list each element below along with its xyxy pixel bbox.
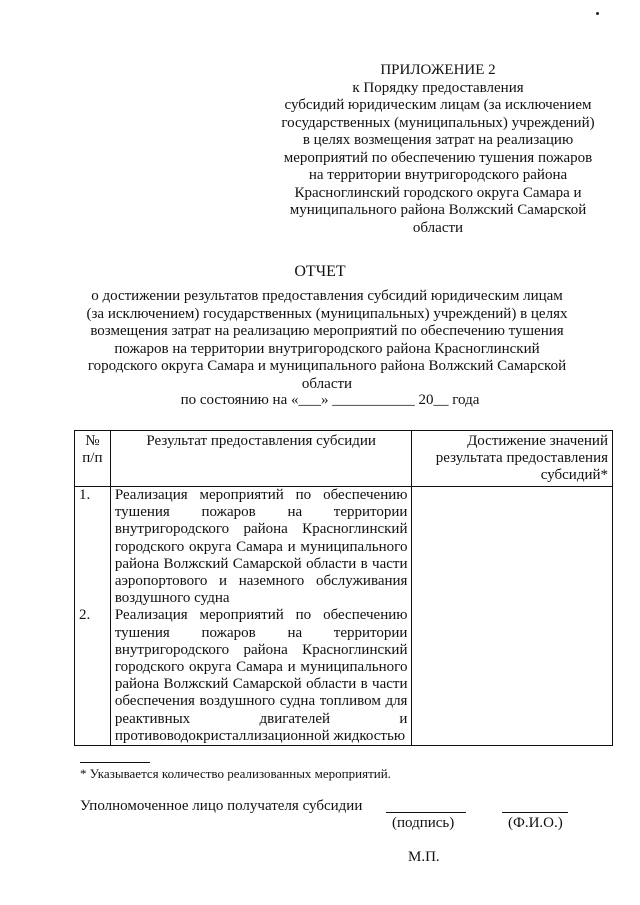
table-row — [75, 607, 613, 745]
row-num: 1. — [75, 487, 111, 608]
appendix-line: к Порядку предоставления — [352, 79, 524, 96]
stamp-placeholder: М.П. — [408, 849, 440, 865]
table-row — [75, 487, 613, 608]
subtitle-line: пожаров на территории внутригородского района Красноглинский — [114, 340, 540, 357]
appendix-line: в целях возмещения затрат на реализацию — [302, 132, 574, 148]
appendix-line: на территории внутригородского района — [308, 167, 568, 183]
row-result: Реализация мероприятий по обеспечению тушения пожаров на территории внутригородского района Красноглинский городского округа Самара и муниципального района Волжский Самарской области в части аэропортового и наземного обслуживания воздушного судна — [110, 487, 412, 608]
scan-speck — [596, 12, 599, 15]
report-title: ОТЧЕТ — [294, 263, 346, 280]
footnote: * Указывается количество реализованных мероприятий. — [80, 766, 391, 781]
header-achievement: Достижение значений результата предоставления субсидий* — [412, 431, 613, 487]
row-num: 2. — [75, 607, 111, 745]
appendix-title: ПРИЛОЖЕНИЕ 2 — [380, 62, 496, 78]
subtitle-line: возмещения затрат на реализацию мероприятий по обеспечению тушения — [90, 323, 564, 340]
report-subtitle — [72, 288, 582, 394]
appendix-line: муниципального района Волжский Самарской — [289, 202, 587, 218]
appendix-line: области — [412, 219, 464, 236]
signature-label: Уполномоченное лицо получателя субсидии — [80, 798, 363, 814]
name-caption: (Ф.И.О.) — [508, 815, 563, 831]
signature-caption: (подпись) — [392, 815, 455, 831]
report-date-line: по состоянию на «___» ___________ 20__ года — [180, 392, 480, 408]
row-result: Реализация мероприятий по обеспечению тушения пожаров на территории внутригородского района Красноглинский городского округа Самара и муниципального района Волжский Самарской области в части обеспечения воздушного судна топливом для реактивных двигателей и противоводокристаллизационной жидкостью — [110, 607, 412, 745]
appendix-line: государственных (муниципальных) учреждений) — [281, 114, 595, 131]
row-achievement — [412, 487, 613, 608]
appendix-block — [268, 62, 608, 237]
subtitle-line: о достижении результатов предоставления субсидий юридическим лицам — [91, 288, 563, 304]
table-header-row — [75, 431, 613, 487]
name-line — [502, 812, 568, 813]
signature-line — [386, 812, 466, 813]
row-achievement — [412, 607, 613, 745]
report-table — [74, 430, 613, 746]
appendix-line: Красноглинский городского округа Самара и — [294, 184, 582, 201]
appendix-line: мероприятий по обеспечению тушения пожаров — [283, 149, 593, 166]
footnote-divider — [80, 762, 150, 763]
header-result: Результат предоставления субсидии — [110, 431, 412, 487]
subtitle-line: (за исключением) государственных (муниципальных) учреждений) в целях — [86, 305, 568, 322]
header-num: № п/п — [75, 431, 111, 487]
subtitle-line: области — [301, 375, 353, 392]
appendix-line: субсидий юридическим лицам (за исключением — [284, 97, 592, 113]
subtitle-line: городского округа Самара и муниципального района Волжский Самарской — [87, 358, 567, 375]
